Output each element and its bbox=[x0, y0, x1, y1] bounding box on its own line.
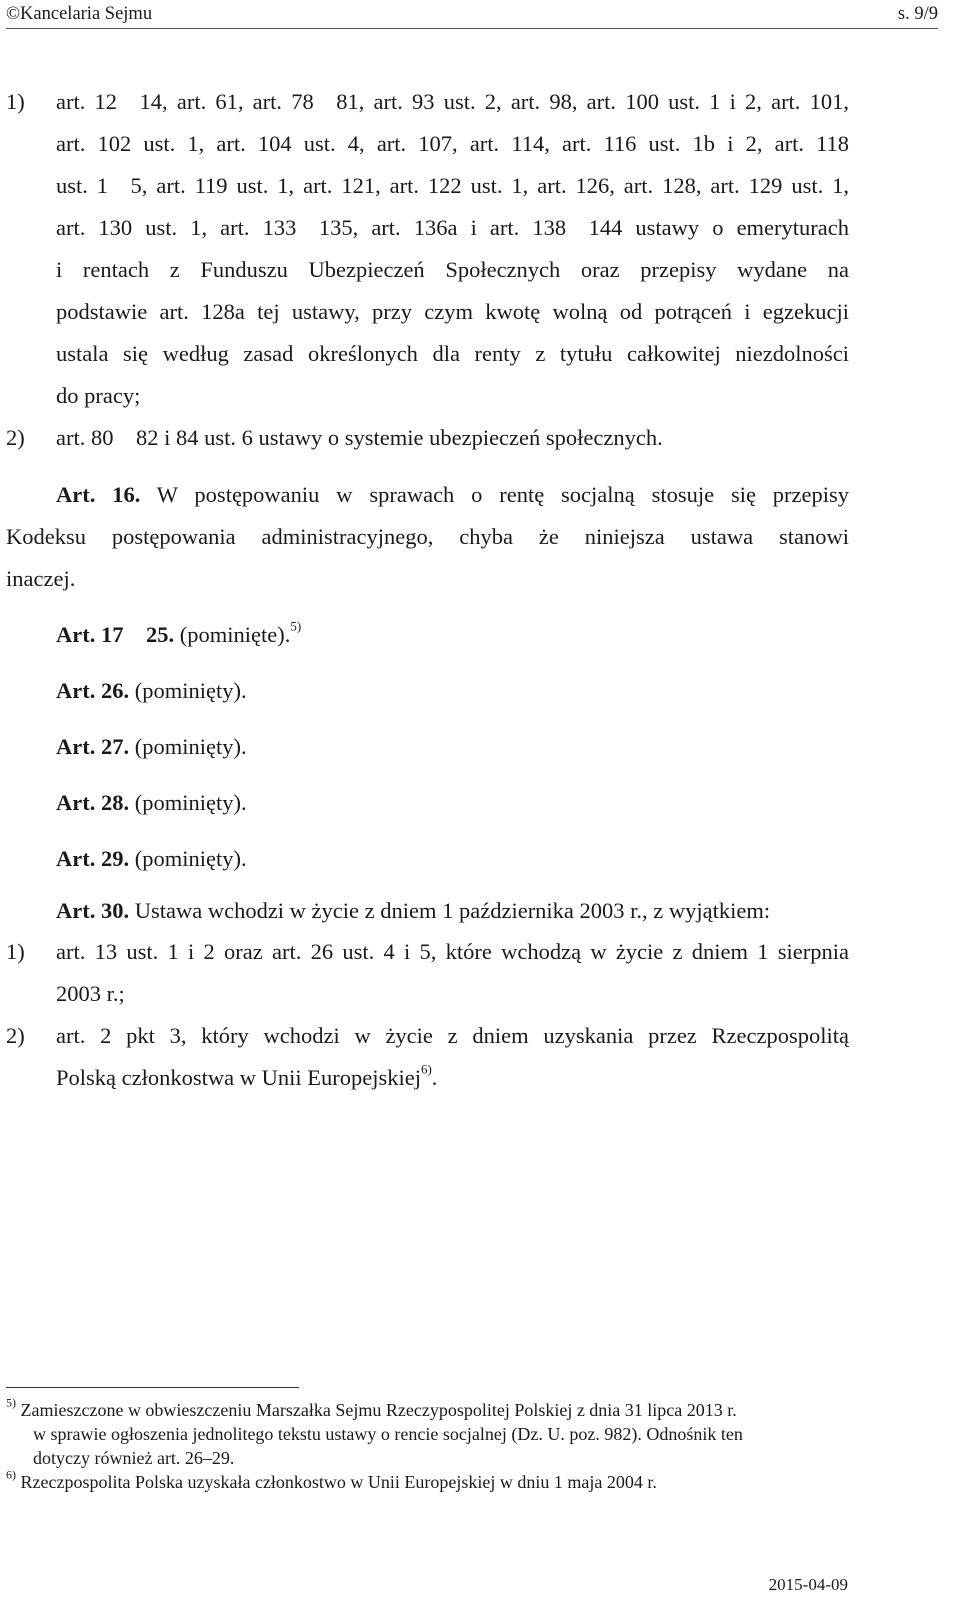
article-label: Art. 26. bbox=[56, 678, 130, 703]
list-item-line: art. 13 ust. 1 i 2 oraz art. 26 ust. 4 i 5, które wchodzą w życie z dniem 1 sierpnia bbox=[56, 939, 849, 964]
footnote-marker: 5) bbox=[6, 1395, 16, 1410]
list-item-line: art. 80 82 i 84 ust. 6 ustawy o systemie ubezpieczeń społecznych. bbox=[56, 425, 663, 450]
list-item-number: 1) bbox=[6, 89, 25, 114]
article-text: (pominięty). bbox=[134, 846, 247, 871]
article-26 bbox=[56, 676, 247, 706]
article-text: W postępowaniu w sprawach o rentę socjalną stosuje się przepisy bbox=[156, 482, 850, 507]
article-label: Art. 29. bbox=[56, 846, 130, 871]
sentence-end: . bbox=[431, 1065, 438, 1090]
article-label: Art. 27. bbox=[56, 734, 130, 759]
article-label: Art. 17 25. bbox=[56, 622, 175, 647]
list-item-number: 2) bbox=[6, 1023, 25, 1048]
article-line: inaczej. bbox=[6, 566, 76, 591]
article-label: Art. 30. bbox=[56, 898, 130, 923]
footnote-line bbox=[6, 1395, 737, 1422]
article-text: (pominięty). bbox=[134, 678, 247, 703]
footnote-line bbox=[6, 1467, 657, 1494]
header-page-number: s. 9/9 bbox=[897, 4, 938, 24]
list-item-line: art. 130 ust. 1, art. 133 135, art. 136a i art. 138 144 ustawy o emeryturach bbox=[56, 215, 849, 240]
article-27 bbox=[56, 732, 247, 762]
list-item-line: do pracy; bbox=[56, 383, 141, 408]
list-item-line: ustala się według zasad określonych dla renty z tytułu całkowitej niezdolności bbox=[56, 341, 849, 366]
article-text: (pominięty). bbox=[134, 734, 247, 759]
footnote-marker: 6) bbox=[6, 1467, 16, 1482]
list-item-line: ust. 1 5, art. 119 ust. 1, art. 121, art. 122 ust. 1, art. 126, art. 128, art. 129 ust. 1, bbox=[56, 173, 849, 198]
footnote-separator bbox=[6, 1387, 299, 1388]
footnote-ref[interactable]: 6) bbox=[420, 1061, 432, 1077]
article-text: (pominięty). bbox=[134, 790, 247, 815]
footnote-line: dotyczy również art. 26–29. bbox=[33, 1448, 235, 1468]
article-text: Ustawa wchodzi w życie z dniem 1 października 2003 r., z wyjątkiem: bbox=[134, 898, 771, 923]
list-item-line: art. 2 pkt 3, który wchodzi w życie z dniem uzyskania przez Rzeczpospolitą bbox=[56, 1023, 849, 1048]
list-item-number: 2) bbox=[6, 425, 25, 450]
list-item-line: art. 12 14, art. 61, art. 78 81, art. 93 ust. 2, art. 98, art. 100 ust. 1 i 2, art. 101, bbox=[56, 89, 849, 114]
footer-date: 2015-04-09 bbox=[768, 1575, 848, 1594]
list-item-line: podstawie art. 128a tej ustawy, przy czym kwotę wolną od potrąceń i egzekucji bbox=[56, 299, 849, 324]
footnote-ref[interactable]: 5) bbox=[290, 618, 302, 634]
article-text: (pominięte). bbox=[179, 622, 291, 647]
footnote-text: Zamieszczone w obwieszczeniu Marszałka Sejmu Rzeczypospolitej Polskiej z dnia 31 lipca 2013 r. bbox=[20, 1400, 737, 1420]
list-item-line: art. 102 ust. 1, art. 104 ust. 4, art. 107, art. 114, art. 116 ust. 1b i 2, art. 118 bbox=[56, 131, 849, 156]
list-item-text: Polską członkostwa w Unii Europejskiej bbox=[56, 1065, 421, 1090]
article-28 bbox=[56, 788, 247, 818]
article-label: Art. 16. bbox=[56, 482, 141, 507]
list-item-number: 1) bbox=[6, 939, 25, 964]
list-item-line: 2003 r.; bbox=[56, 981, 125, 1006]
article-30 bbox=[56, 896, 770, 926]
header-publisher: ©Kancelaria Sejmu bbox=[6, 4, 153, 24]
list-item-line bbox=[56, 1063, 437, 1093]
article-line: Kodeksu postępowania administracyjnego, chyba że niniejsza ustawa stanowi bbox=[6, 524, 849, 549]
article-label: Art. 28. bbox=[56, 790, 130, 815]
footnote-line: w sprawie ogłoszenia jednolitego tekstu ustawy o rencie socjalnej (Dz. U. poz. 982). Odnośnik ten bbox=[33, 1424, 743, 1444]
footnote-text: Rzeczpospolita Polska uzyskała członkostwo w Unii Europejskiej w dniu 1 maja 2004 r. bbox=[20, 1472, 657, 1492]
article-17-25 bbox=[56, 620, 301, 650]
article-line bbox=[56, 480, 849, 510]
list-item-line: i rentach z Funduszu Ubezpieczeń Społecznych oraz przepisy wydane na bbox=[56, 257, 849, 282]
page-header bbox=[6, 0, 938, 29]
article-29 bbox=[56, 844, 247, 874]
